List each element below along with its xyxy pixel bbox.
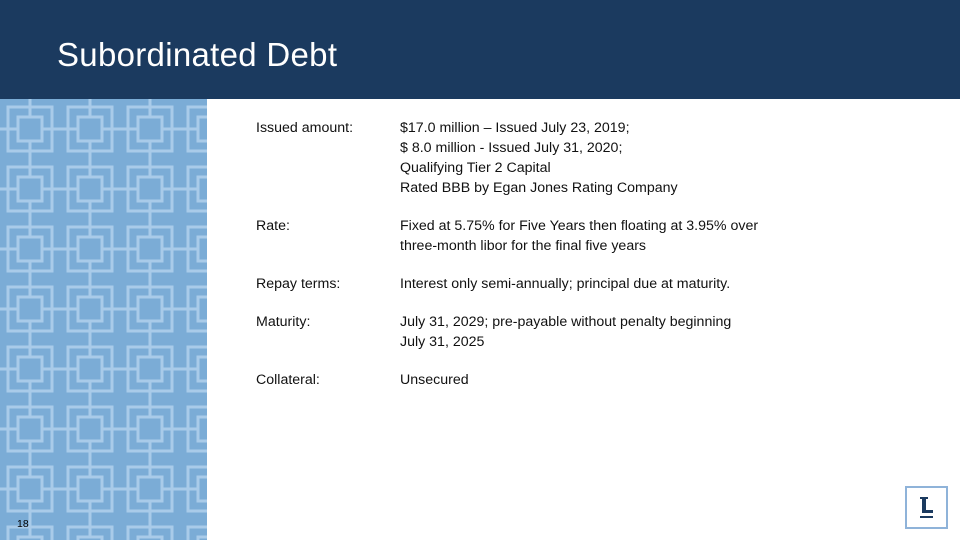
term-value-line: July 31, 2025 [400,334,485,350]
term-row [256,370,896,390]
term-label: Issued amount: [256,120,354,136]
lattice-pattern-icon [0,99,207,540]
term-row [256,274,896,294]
term-row [256,216,896,256]
term-value [400,274,730,294]
term-row [256,118,896,198]
decorative-pattern-panel [0,99,207,540]
debt-terms-list [256,118,896,408]
term-value-line: Fixed at 5.75% for Five Years then floating at 3.95% over [400,218,759,234]
term-value-line: $ 8.0 million - Issued July 31, 2020; [400,140,623,156]
term-value-line: Unsecured [400,372,469,388]
term-value-line: $17.0 million – Issued July 23, 2019; [400,120,630,136]
term-label: Maturity: [256,314,311,330]
term-label: Repay terms: [256,276,341,292]
slide-header [0,0,960,99]
term-value [400,216,758,256]
page-number: 18 [17,518,29,530]
term-value-line: three-month libor for the final five years [400,238,647,254]
term-value [400,118,678,198]
letter-l-logo-icon [907,488,946,527]
term-row [256,312,896,352]
term-value-line: July 31, 2029; pre-payable without penalty beginning [400,314,732,330]
term-label: Rate: [256,218,290,234]
term-value-line: Interest only semi-annually; principal due at maturity. [400,276,731,292]
term-label: Collateral: [256,372,320,388]
term-value [400,312,731,352]
company-logo [905,486,948,529]
term-value-line: Qualifying Tier 2 Capital [400,160,551,176]
term-value [400,370,469,390]
term-value-line: Rated BBB by Egan Jones Rating Company [400,180,678,196]
slide-title: Subordinated Debt [57,36,338,73]
